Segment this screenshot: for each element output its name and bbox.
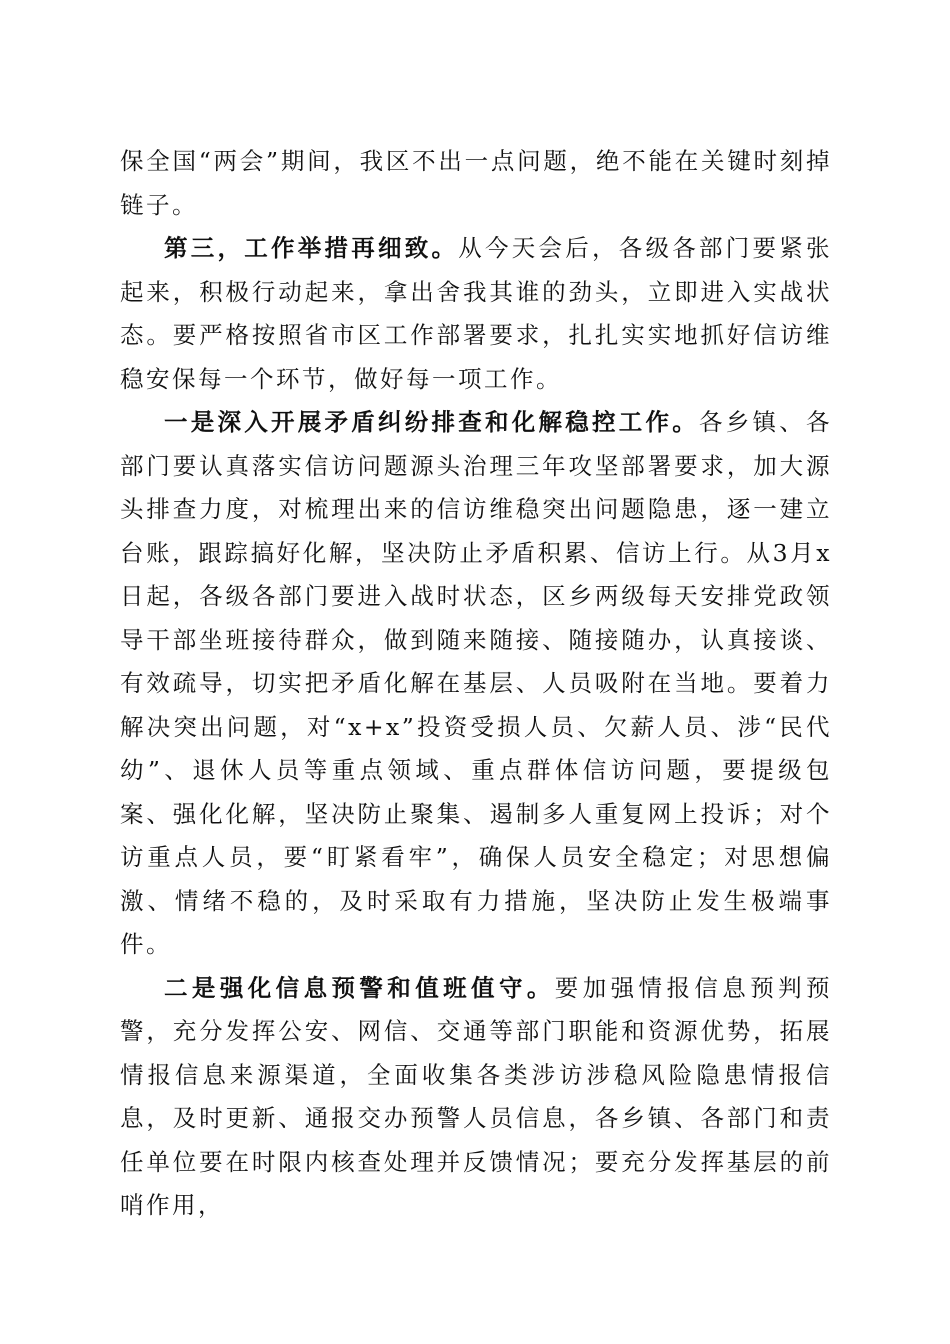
paragraph-4-heading: 二是强化信息预警和值班值守。 xyxy=(164,973,555,1002)
paragraph-1 xyxy=(120,140,832,227)
paragraph-3-text: 各乡镇、各部门要认真落实信访问题源头治理三年攻坚部署要求，加大源头排查力度，对梳理出来的信访维稳突出问题隐患，逐一建立台账，跟踪搞好化解，坚决防止矛盾积累、信访上行。从3月x日起，各级各部门要进入战时状态，区乡两级每天安排党政领导干部坐班接待群众，做到随来随接、随接随办，认真接谈、有效疏导，切实把矛盾化解在基层、人员吸附在当地。要着力解决突出问题，对“x+x”投资受损人员、欠薪人员、涉“民代幼”、退休人员等重点领域、重点群体信访问题，要提级包案、强化化解，坚决防止聚集、遏制多人重复网上投诉；对个访重点人员，要“盯紧看牢”，确保人员安全稳定；对思想偏激、情绪不稳的，及时采取有力措施，坚决防止发生极端事件。 xyxy=(120,408,832,958)
paragraph-3 xyxy=(120,401,832,967)
paragraph-4-text: 要加强情报信息预判预警，充分发挥公安、网信、交通等部门职能和资源优势，拓展情报信息来源渠道，全面收集各类涉访涉稳风险隐患情报信息，及时更新、通报交办预警人员信息，各乡镇、各部门和责任单位要在时限内核查处理并反馈情况；要充分发挥基层的前哨作用， xyxy=(120,973,833,1219)
paragraph-2-text: 从今天会后，各级各部门要紧张起来，积极行动起来，拿出舍我其谁的劲头，立即进入实战状态。要严格按照省市区工作部署要求，扎扎实实地抓好信访维稳安保每一个环节，做好每一项工作。 xyxy=(120,234,832,393)
paragraph-4 xyxy=(120,967,832,1228)
paragraph-3-heading: 一是深入开展矛盾纠纷排查和化解稳控工作。 xyxy=(164,408,699,436)
document-body xyxy=(120,140,832,1228)
paragraph-1-text: 保全国“两会”期间，我区不出一点问题，绝不能在关键时刻掉链子。 xyxy=(120,147,832,219)
paragraph-2-heading: 第三，工作举措再细致。 xyxy=(164,234,459,262)
paragraph-2 xyxy=(120,227,832,401)
